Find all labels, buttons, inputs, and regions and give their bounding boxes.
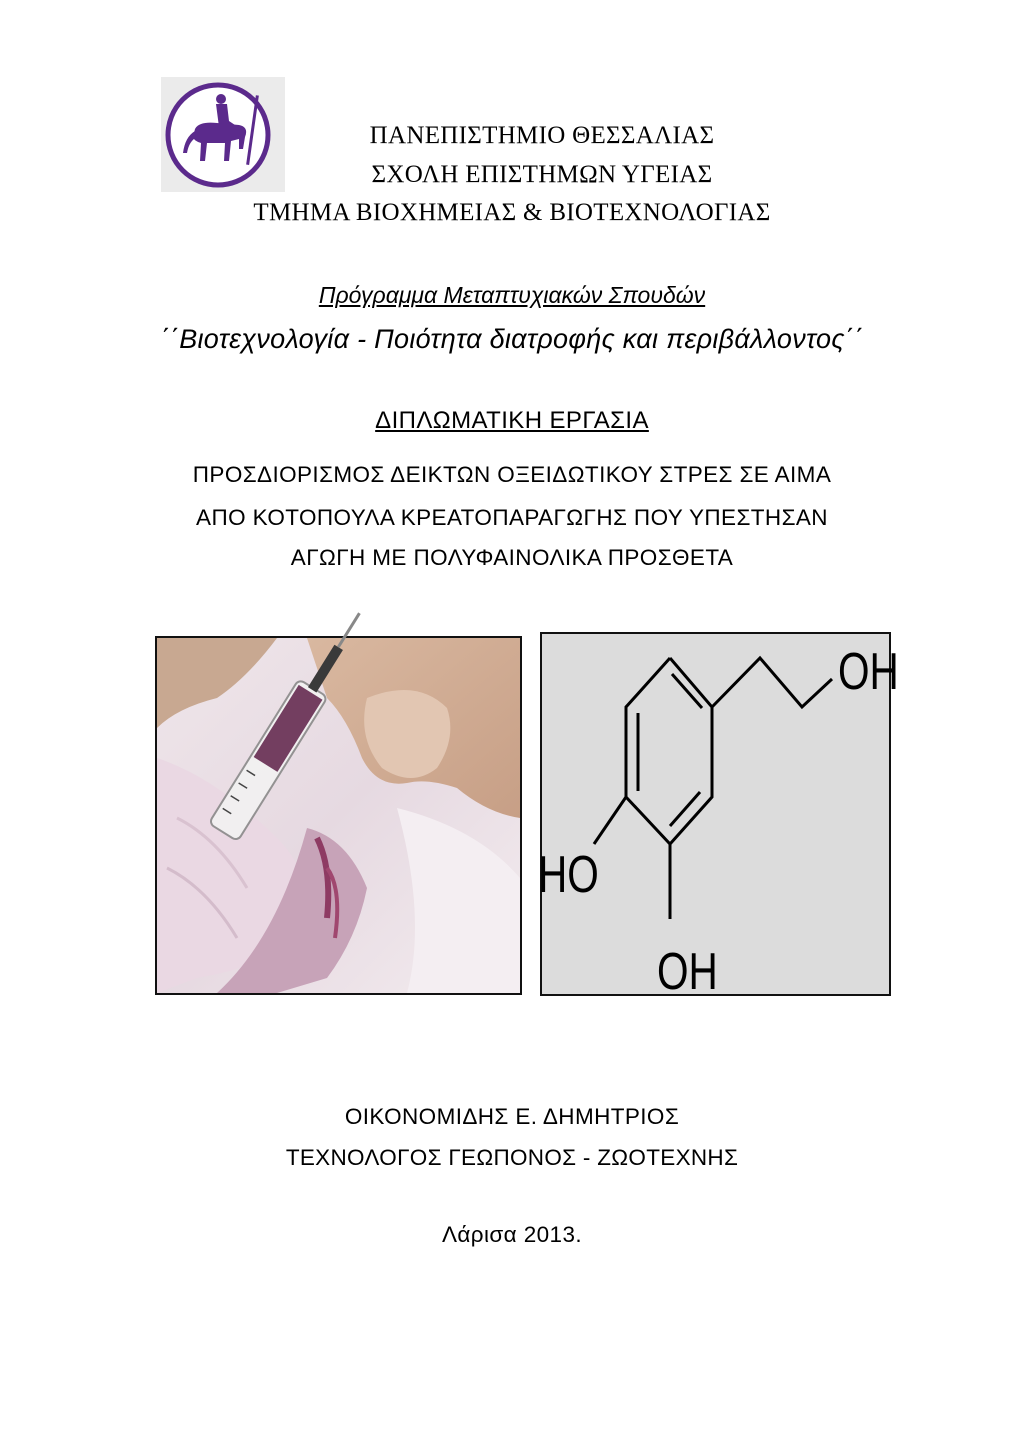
thesis-label-text: ΔΙΠΛΩΜΑΤΙΚΗ ΕΡΓΑΣΙΑ (375, 407, 649, 434)
blood-sampling-illustration (157, 638, 520, 993)
program-label (0, 282, 1024, 309)
program-name: ΄΄Βιοτεχνολογία - Ποιότητα διατροφής και περιβάλλοντος΄΄ (160, 324, 864, 354)
place-date: Λάρισα 2013. (441, 1222, 583, 1247)
blood-sampling-photo (155, 636, 522, 995)
school-name: ΣΧΟΛΗ ΕΠΙΣΤΗΜΩΝ ΥΓΕΙΑΣ (371, 161, 713, 188)
thesis-title-line-1: ΠΡΟΣΔΙΟΡΙΣΜΟΣ ΔΕΙΚΤΩΝ ΟΞΕΙΔΩΤΙΚΟΥ ΣΤΡΕΣ ΣΕ ΑΙΜΑ (192, 462, 832, 487)
left-ho-label: HO (538, 845, 599, 904)
bottom-oh-label: OH (657, 942, 718, 1001)
thesis-title-line-3: ΑΓΩΓΗ ΜΕ ΠΟΛΥΦΑΙΝΟΛΙΚΑ ΠΡΟΣΘΕΤΑ (290, 545, 734, 570)
top-oh-label: OH (838, 642, 899, 701)
author-profession: ΤΕΧΝΟΛΟΓΟΣ ΓΕΩΠΟΝΟΣ - ΖΩΟΤΕΧΝΗΣ (285, 1145, 739, 1170)
hydroxytyrosol-structure (538, 634, 899, 1001)
program-label-text: Πρόγραμμα Μεταπτυχιακών Σπουδών (318, 282, 706, 308)
thesis-label (0, 407, 1024, 435)
department-name: ΤΜΗΜΑ ΒΙΟΧΗΜΕΙΑΣ & ΒΙΟΤΕΧΝΟΛΟΓΙΑΣ (253, 199, 771, 226)
author-name: ΟΙΚΟΝΟΜΙΔΗΣ Ε. ΔΗΜΗΤΡΙΟΣ (344, 1104, 680, 1129)
university-name: ΠΑΝΕΠΙΣΤΗΜΙΟ ΘΕΣΣΑΛΙΑΣ (369, 122, 715, 149)
chemical-structure-diagram (538, 632, 899, 1001)
thesis-title-line-2: ΑΠΟ ΚΟΤΟΠΟΥΛΑ ΚΡΕΑΤΟΠΑΡΑΓΩΓΗΣ ΠΟΥ ΥΠΕΣΤΗΣΑΝ (196, 505, 828, 530)
